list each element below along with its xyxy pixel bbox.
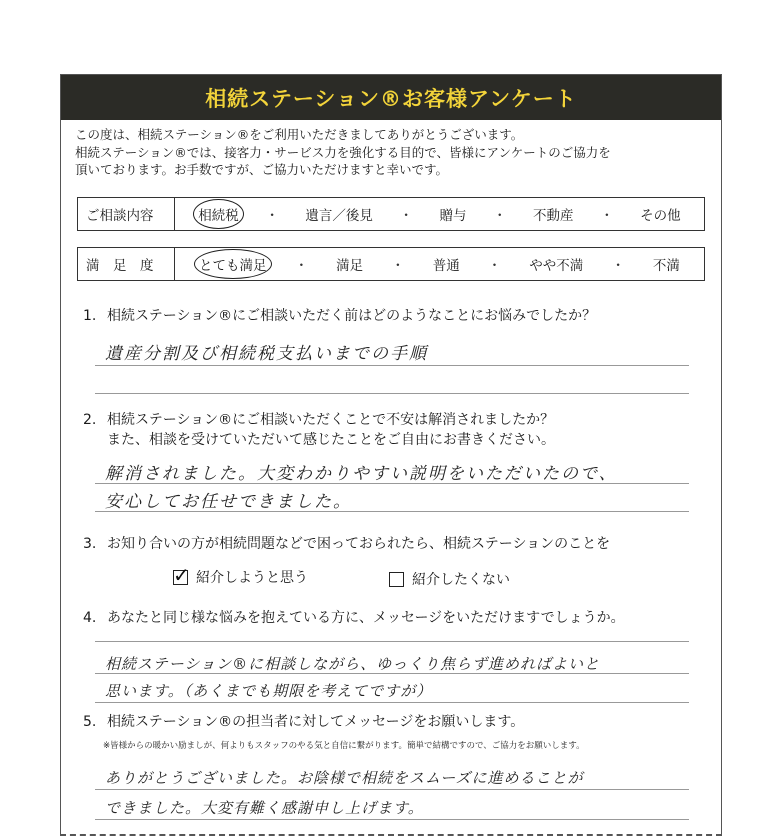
- consult-type-box: ご相談内容 相続税 ・ 遺言／後見 ・ 贈与 ・ 不動産 ・ その他: [77, 197, 705, 231]
- satisfaction-option-very-satisfied[interactable]: とても満足: [199, 254, 267, 274]
- answer-2-line-2[interactable]: 安心してお任せできました。: [105, 492, 352, 512]
- answer-line: [95, 673, 689, 674]
- intro-line: 頂いております。お手数ですが、ご協力いただけますと幸いです。: [75, 162, 449, 177]
- answer-2-line-1[interactable]: 解消されました。大変わかりやすい説明をいただいたので、: [105, 464, 618, 484]
- checkbox-recommend[interactable]: [173, 570, 188, 585]
- consult-option-real-estate[interactable]: 不動産: [533, 208, 574, 224]
- question-2-text: 相続ステーション®にご相談いただくことで不安は解消されましたか？: [107, 412, 555, 428]
- answer-4-line-1[interactable]: 相続ステーション®に相談しながら、ゆっくり焦らず進めればよいと: [105, 655, 600, 673]
- consult-option-gift[interactable]: 贈与: [439, 208, 467, 224]
- question-1: 1. 相続ステーション®にご相談いただく前はどのようなことにお悩みでしたか？: [83, 308, 597, 324]
- answer-5-line-1[interactable]: ありがとうございました。お陰様で相続をスムーズに進めることが: [105, 769, 584, 787]
- answer-1-line-1[interactable]: 遺産分割及び相続税支払いまでの手順: [105, 344, 428, 364]
- consult-option-inheritance-tax[interactable]: 相続税: [198, 204, 239, 224]
- choice-not-recommend-label: 紹介したくない: [412, 572, 510, 588]
- question-4: 4. あなたと同じ様な悩みを抱えている方に、メッセージをいただけますでしょうか。: [83, 610, 625, 626]
- answer-5-line-2[interactable]: できました。大変有難く感謝申し上げます。: [105, 799, 424, 817]
- choice-recommend-label: 紹介しようと思う: [196, 570, 308, 586]
- question-3: 3. お知り合いの方が相続問題などで困っておられたら、相続ステーションのことを: [83, 536, 611, 552]
- answer-line: [95, 483, 689, 484]
- satisfaction-option-neutral[interactable]: 普通: [432, 258, 460, 274]
- answer-line: [95, 789, 689, 790]
- answer-line: [95, 365, 689, 366]
- question-5-text: 相続ステーション®の担当者に対してメッセージをお願いします。: [107, 714, 525, 730]
- satisfaction-option-somewhat-dissatisfied[interactable]: やや不満: [529, 258, 584, 274]
- question-5: 5. 相続ステーション®の担当者に対してメッセージをお願いします。: [83, 714, 525, 730]
- intro-line: この度は、相続ステーション®をご利用いただきましてありがとうございます。: [75, 127, 524, 142]
- choice-not-recommend[interactable]: [389, 569, 510, 589]
- answer-line: [95, 702, 689, 703]
- question-2-text-2: また、相談を受けていただいて感じたことをご自由にお書きください。: [107, 432, 555, 448]
- consult-type-label: ご相談内容: [78, 198, 175, 230]
- satisfaction-box: 満 足 度 とても満足 ・ 満足 ・ 普通 ・ やや不満 ・ 不満: [77, 247, 705, 281]
- answer-line: [95, 393, 689, 394]
- answer-4-line-2[interactable]: 思います。（あくまでも期限を考えてですが）: [105, 682, 433, 700]
- question-1-text: 相続ステーション®にご相談いただく前はどのようなことにお悩みでしたか？: [107, 308, 597, 324]
- answer-line: [95, 641, 689, 642]
- satisfaction-option-dissatisfied[interactable]: 不満: [652, 258, 680, 274]
- consult-option-other[interactable]: その他: [640, 208, 681, 224]
- answer-line: [95, 819, 689, 820]
- choice-recommend[interactable]: [173, 567, 308, 587]
- satisfaction-option-satisfied[interactable]: 満足: [336, 258, 364, 274]
- satisfaction-label: 満 足 度: [78, 248, 175, 280]
- consult-option-will[interactable]: 遺言／後見: [305, 208, 373, 224]
- question-4-text: あなたと同じ様な悩みを抱えている方に、メッセージをいただけますでしょうか。: [107, 610, 625, 626]
- intro-line: 相続ステーション®では、接客力・サービス力を強化する目的で、皆様にアンケートのご協力を: [75, 144, 611, 160]
- survey-sheet: [60, 74, 722, 836]
- question-5-note: ※皆様からの暖かい励ましが、何よりもスタッフのやる気と自信に繋がります。簡単で結構ですので、ご協力をお願いします。: [103, 741, 585, 751]
- intro-text: [75, 126, 715, 179]
- question-3-text: お知り合いの方が相続問題などで困っておられたら、相続ステーションのことを: [107, 536, 611, 552]
- answer-line: [95, 511, 689, 512]
- survey-title: 相続ステーション®お客様アンケート: [61, 75, 721, 120]
- checkbox-not-recommend[interactable]: [389, 572, 404, 587]
- question-2: 2. 相続ステーション®にご相談いただくことで不安は解消されましたか？: [83, 412, 555, 428]
